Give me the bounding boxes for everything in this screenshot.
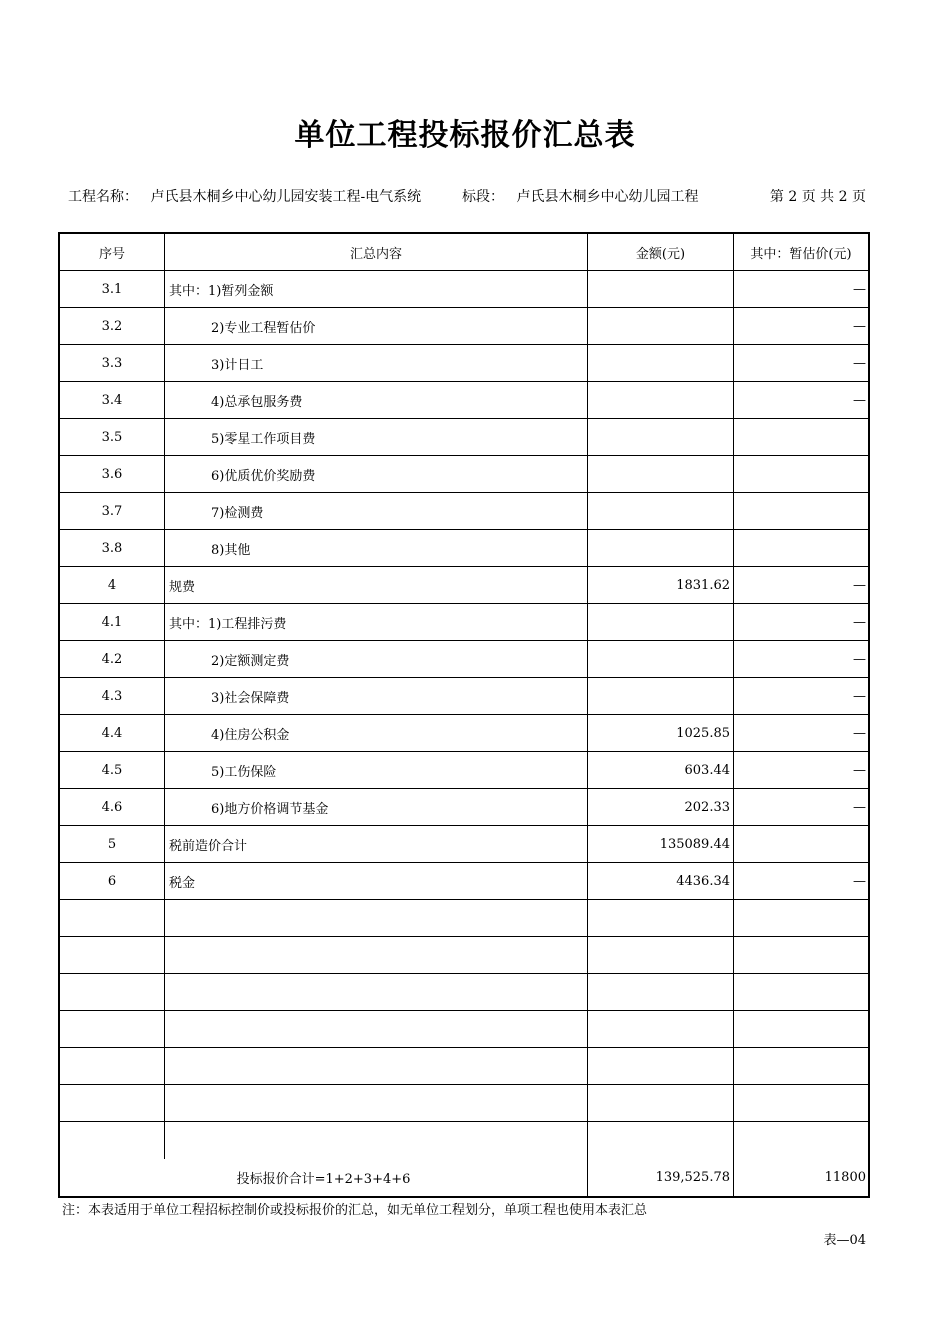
table-row (60, 715, 868, 752)
row-amount (588, 345, 734, 381)
table-row (60, 937, 868, 974)
row-amount (588, 937, 734, 973)
row-amount (588, 1011, 734, 1047)
total-label: 投标报价合计=1+2+3+4+6 (60, 1159, 588, 1196)
row-content (165, 937, 588, 973)
row-content (165, 900, 588, 936)
header-content: 汇总内容 (165, 234, 588, 270)
row-no: 6 (60, 863, 165, 899)
row-amount (588, 604, 734, 640)
footnote: 注：本表适用于单位工程招标控制价或投标报价的汇总，如无单位工程划分，单项工程也使用本表汇总 (62, 1203, 648, 1218)
row-amount (588, 641, 734, 677)
row-no: 4.2 (60, 641, 165, 677)
row-no: 3.3 (60, 345, 165, 381)
row-amount (588, 382, 734, 418)
row-content (165, 1085, 588, 1121)
row-estimate (734, 456, 868, 492)
summary-table (58, 232, 870, 1198)
table-row (60, 456, 868, 493)
row-content: 其中：1)暂列金额 (165, 271, 588, 307)
row-estimate: — (853, 355, 866, 371)
row-estimate: — (853, 281, 866, 297)
table-row (60, 1011, 868, 1048)
table-row (60, 1122, 868, 1159)
row-estimate (734, 493, 868, 529)
row-content: 8)其他 (165, 530, 588, 566)
row-amount (588, 974, 734, 1010)
row-no: 3.4 (60, 382, 165, 418)
row-no: 4.3 (60, 678, 165, 714)
row-no: 5 (60, 826, 165, 862)
row-estimate (734, 974, 868, 1010)
row-content (165, 1011, 588, 1047)
row-amount: 1025.85 (588, 715, 734, 751)
row-no (60, 1122, 165, 1159)
row-estimate: — (853, 873, 866, 889)
row-content: 7)检测费 (165, 493, 588, 529)
row-amount (588, 493, 734, 529)
row-content (165, 974, 588, 1010)
row-no (60, 974, 165, 1010)
row-estimate (734, 900, 868, 936)
row-amount (588, 419, 734, 455)
row-no: 3.2 (60, 308, 165, 344)
table-row (60, 530, 868, 567)
row-amount (588, 271, 734, 307)
project-name-label: 工程名称： (68, 189, 138, 205)
row-content: 2)定额测定费 (165, 641, 588, 677)
table-row (60, 974, 868, 1011)
row-estimate (734, 1085, 868, 1121)
project-name-value: 卢氏县木桐乡中心幼儿园安装工程-电气系统 (150, 189, 422, 205)
page-title: 单位工程投标报价汇总表 (294, 118, 636, 153)
row-estimate: — (853, 651, 866, 667)
row-no: 3.5 (60, 419, 165, 455)
table-row (60, 863, 868, 900)
table-row (60, 641, 868, 678)
row-estimate: — (853, 614, 866, 630)
table-row (60, 419, 868, 456)
row-amount (588, 530, 734, 566)
row-amount: 4436.34 (588, 863, 734, 899)
table-row (60, 493, 868, 530)
header-estimate: 其中：暂估价(元) (750, 246, 852, 262)
row-content (165, 1122, 588, 1159)
row-estimate: — (853, 392, 866, 408)
row-no: 4 (60, 567, 165, 603)
row-content: 3)计日工 (165, 345, 588, 381)
row-amount (588, 678, 734, 714)
row-estimate (734, 1048, 868, 1084)
row-estimate: — (853, 577, 866, 593)
row-no: 4.1 (60, 604, 165, 640)
row-no: 3.1 (60, 271, 165, 307)
row-estimate (734, 826, 868, 862)
page-number: 第 2 页 共 2 页 (769, 189, 866, 205)
table-row (60, 826, 868, 863)
row-estimate (734, 530, 868, 566)
table-header (60, 234, 868, 271)
row-amount (588, 1122, 734, 1159)
row-no: 4.4 (60, 715, 165, 751)
row-estimate: — (853, 799, 866, 815)
row-content: 2)专业工程暂估价 (165, 308, 588, 344)
total-amount: 139,525.78 (588, 1159, 734, 1196)
row-content: 5)零星工作项目费 (165, 419, 588, 455)
row-estimate: — (853, 762, 866, 778)
row-no: 3.6 (60, 456, 165, 492)
row-content: 其中：1)工程排污费 (165, 604, 588, 640)
row-amount (588, 1048, 734, 1084)
row-no (60, 1011, 165, 1047)
row-content: 4)住房公积金 (165, 715, 588, 751)
table-row (60, 1048, 868, 1085)
table-body (60, 271, 868, 1159)
row-no (60, 900, 165, 936)
row-estimate (734, 419, 868, 455)
row-amount: 135089.44 (588, 826, 734, 862)
row-estimate (734, 1011, 868, 1047)
row-content: 规费 (165, 567, 588, 603)
row-amount: 603.44 (588, 752, 734, 788)
row-content (165, 1048, 588, 1084)
table-row (60, 308, 868, 345)
table-row (60, 752, 868, 789)
form-code: 表—04 (823, 1233, 866, 1248)
row-amount (588, 900, 734, 936)
row-no: 3.7 (60, 493, 165, 529)
row-estimate: — (853, 318, 866, 334)
table-row (60, 900, 868, 937)
table-row (60, 604, 868, 641)
header-no: 序号 (60, 234, 165, 270)
row-content: 5)工伤保险 (165, 752, 588, 788)
total-row (60, 1159, 868, 1196)
row-content: 3)社会保障费 (165, 678, 588, 714)
row-no: 3.8 (60, 530, 165, 566)
table-row (60, 382, 868, 419)
row-no (60, 1048, 165, 1084)
row-estimate (734, 937, 868, 973)
table-row (60, 567, 868, 604)
row-content: 税金 (165, 863, 588, 899)
row-estimate: — (853, 725, 866, 741)
table-row (60, 789, 868, 826)
row-amount: 1831.62 (588, 567, 734, 603)
table-row (60, 678, 868, 715)
table-row (60, 271, 868, 308)
row-amount (588, 308, 734, 344)
project-name-field (68, 186, 421, 206)
row-estimate (734, 1122, 868, 1159)
row-amount: 202.33 (588, 789, 734, 825)
total-estimate: 11800 (824, 1170, 866, 1185)
section-label: 标段： (462, 189, 504, 205)
row-no: 4.6 (60, 789, 165, 825)
row-content: 6)地方价格调节基金 (165, 789, 588, 825)
row-content: 6)优质优价奖励费 (165, 456, 588, 492)
section-value: 卢氏县木桐乡中心幼儿园工程 (516, 189, 699, 205)
row-amount (588, 456, 734, 492)
row-no (60, 1085, 165, 1121)
table-row (60, 345, 868, 382)
row-content: 税前造价合计 (165, 826, 588, 862)
table-row (60, 1085, 868, 1122)
row-amount (588, 1085, 734, 1121)
row-no (60, 937, 165, 973)
header-amount: 金额(元) (588, 234, 734, 270)
row-content: 4)总承包服务费 (165, 382, 588, 418)
row-estimate: — (853, 688, 866, 704)
row-no: 4.5 (60, 752, 165, 788)
section-field (462, 186, 698, 206)
